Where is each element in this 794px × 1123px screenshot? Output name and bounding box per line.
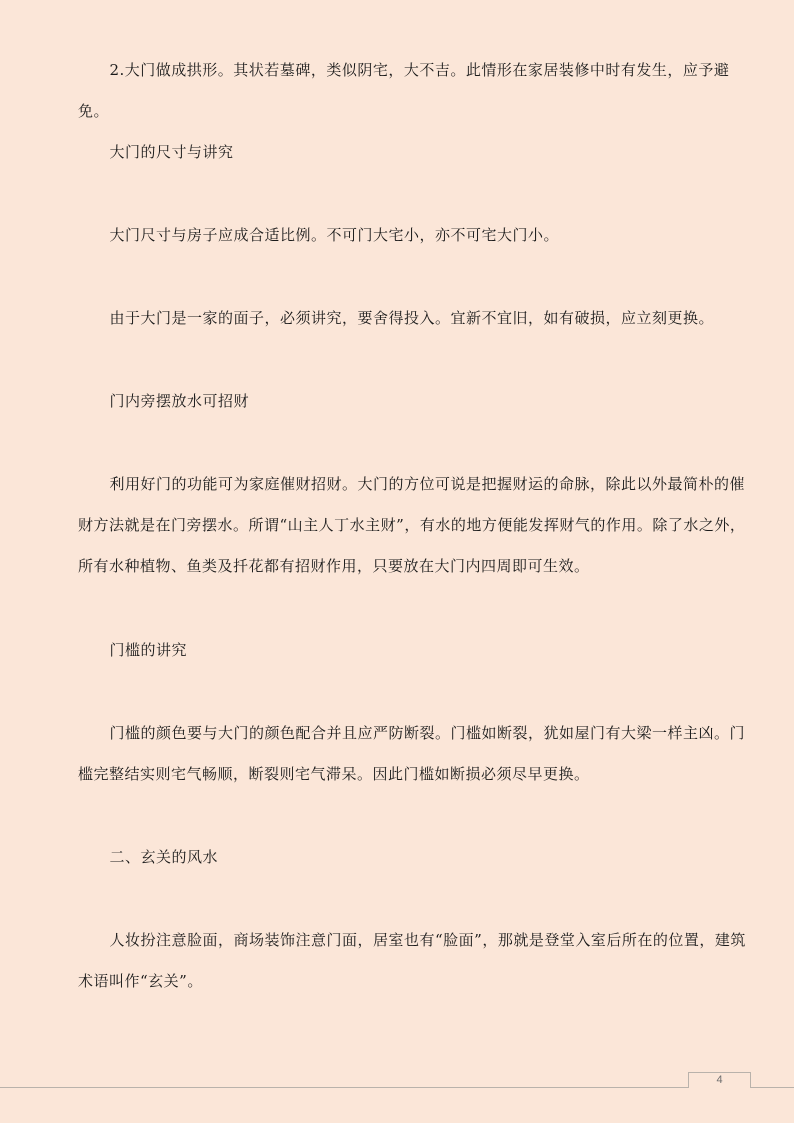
paragraph-door-proportion: 大门尺寸与房子应成合适比例。不可门大宅小，亦不可宅大门小。 [109, 226, 560, 244]
footer-rule [0, 1087, 794, 1088]
paragraph-water-wealth: 利用好门的功能可为家庭催财招财。大门的方位可说是把握财运的命脉，除此以外最简朴的催财方法就是在门旁摆水。所谓“山主人丁水主财”，有水的地方便能发挥财气的作用。除了水之外，所有水种植物、鱼类及扦花都有招财作用，只要放在大门内四周即可生效。 [78, 475, 746, 575]
heading-entrance-hall: 二、玄关的风水 [109, 848, 219, 866]
heading-water-wealth: 门内旁摆放水可招财 [109, 392, 250, 410]
paragraph-entrance-hall: 人妆扮注意脸面，商场装饰注意门面，居室也有“脸面”，那就是登堂入室后所在的位置，建筑术语叫作“玄关”。 [78, 931, 746, 990]
paragraph-threshold: 门槛的颜色要与大门的颜色配合并且应严防断裂。门槛如断裂，犹如屋门有大梁一样主凶。门槛完整结实则宅气畅顺，断裂则宅气滞呆。因此门槛如断损必须尽早更换。 [78, 724, 746, 783]
paragraph-door-maintenance: 由于大门是一家的面子，必须讲究，要舍得投入。宜新不宜旧，如有破损，应立刻更换。 [109, 309, 715, 327]
page-number: 4 [688, 1072, 751, 1088]
heading-threshold: 门槛的讲究 [109, 641, 188, 659]
paragraph-arched-door: 2.大门做成拱形。其状若墓碑，类似阴宅，大不吉。此情形在家居装修中时有发生，应予避免。 [78, 61, 730, 120]
heading-door-size: 大门的尺寸与讲究 [109, 143, 234, 161]
